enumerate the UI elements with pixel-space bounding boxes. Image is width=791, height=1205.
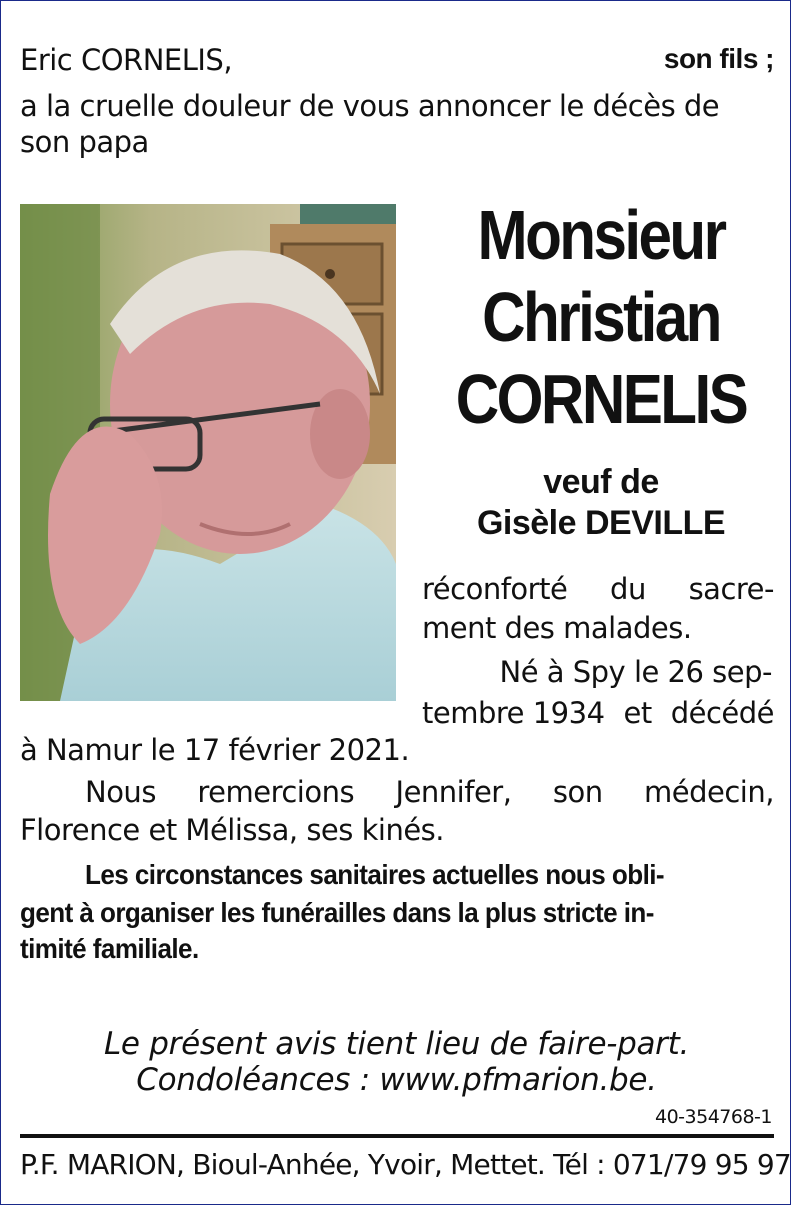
- body-word: décédé: [670, 696, 774, 730]
- body-word: et: [623, 696, 652, 730]
- widow-of-label: veuf de: [543, 463, 659, 501]
- body-word: tembre 1934: [422, 696, 605, 730]
- condolences-line: Condoléances : www.pfmarion.be.: [136, 1062, 657, 1098]
- body-line-2: ment des malades.: [422, 611, 692, 645]
- announcement-line-2: son papa: [20, 125, 149, 159]
- body-word: Nous: [85, 775, 156, 809]
- portrait-illustration: [20, 204, 396, 701]
- body-word: sacre-: [688, 572, 774, 606]
- body-line-3: Né à Spy le 26 sep-: [499, 655, 772, 689]
- footer-divider: [20, 1134, 774, 1138]
- body-line-7: Florence et Mélissa, ses kinés.: [20, 813, 445, 847]
- son-name: Eric CORNELIS,: [20, 43, 233, 77]
- body-line-6: [85, 775, 774, 809]
- body-word: réconforté: [422, 572, 568, 606]
- deceased-last-name: CORNELIS: [455, 360, 747, 438]
- body-word: Jennifer,: [395, 775, 512, 809]
- body-line-5: à Namur le 17 février 2021.: [20, 733, 410, 767]
- faire-part-note: Le présent avis tient lieu de faire-part.: [103, 1026, 690, 1062]
- deceased-title: Monsieur: [477, 196, 725, 274]
- funeral-home-footer: P.F. MARION, Bioul-Anhée, Yvoir, Mettet. Tél : 071/79 95 97: [20, 1148, 791, 1181]
- body-line-4: [422, 696, 774, 730]
- deceased-first-name: Christian: [482, 278, 720, 356]
- son-relation: son fils ;: [663, 43, 774, 74]
- circumstances-line-3: timité familiale.: [20, 933, 199, 964]
- body-word: du: [610, 572, 646, 606]
- body-word: médecin,: [644, 775, 774, 809]
- portrait-photo: [20, 204, 396, 701]
- circumstances-line-1: Les circonstances sanitaires actuelles nous obli-: [85, 859, 665, 890]
- announcement-line-1: a la cruelle douleur de vous annoncer le décès de: [20, 89, 720, 123]
- reference-number: 40-354768-1: [654, 1106, 772, 1128]
- body-line-1: [422, 572, 774, 606]
- body-word: son: [552, 775, 603, 809]
- body-word: remercions: [197, 775, 355, 809]
- spouse-name: Gisèle DEVILLE: [476, 504, 726, 542]
- circumstances-line-2: gent à organiser les funérailles dans la plus stricte in-: [20, 897, 654, 928]
